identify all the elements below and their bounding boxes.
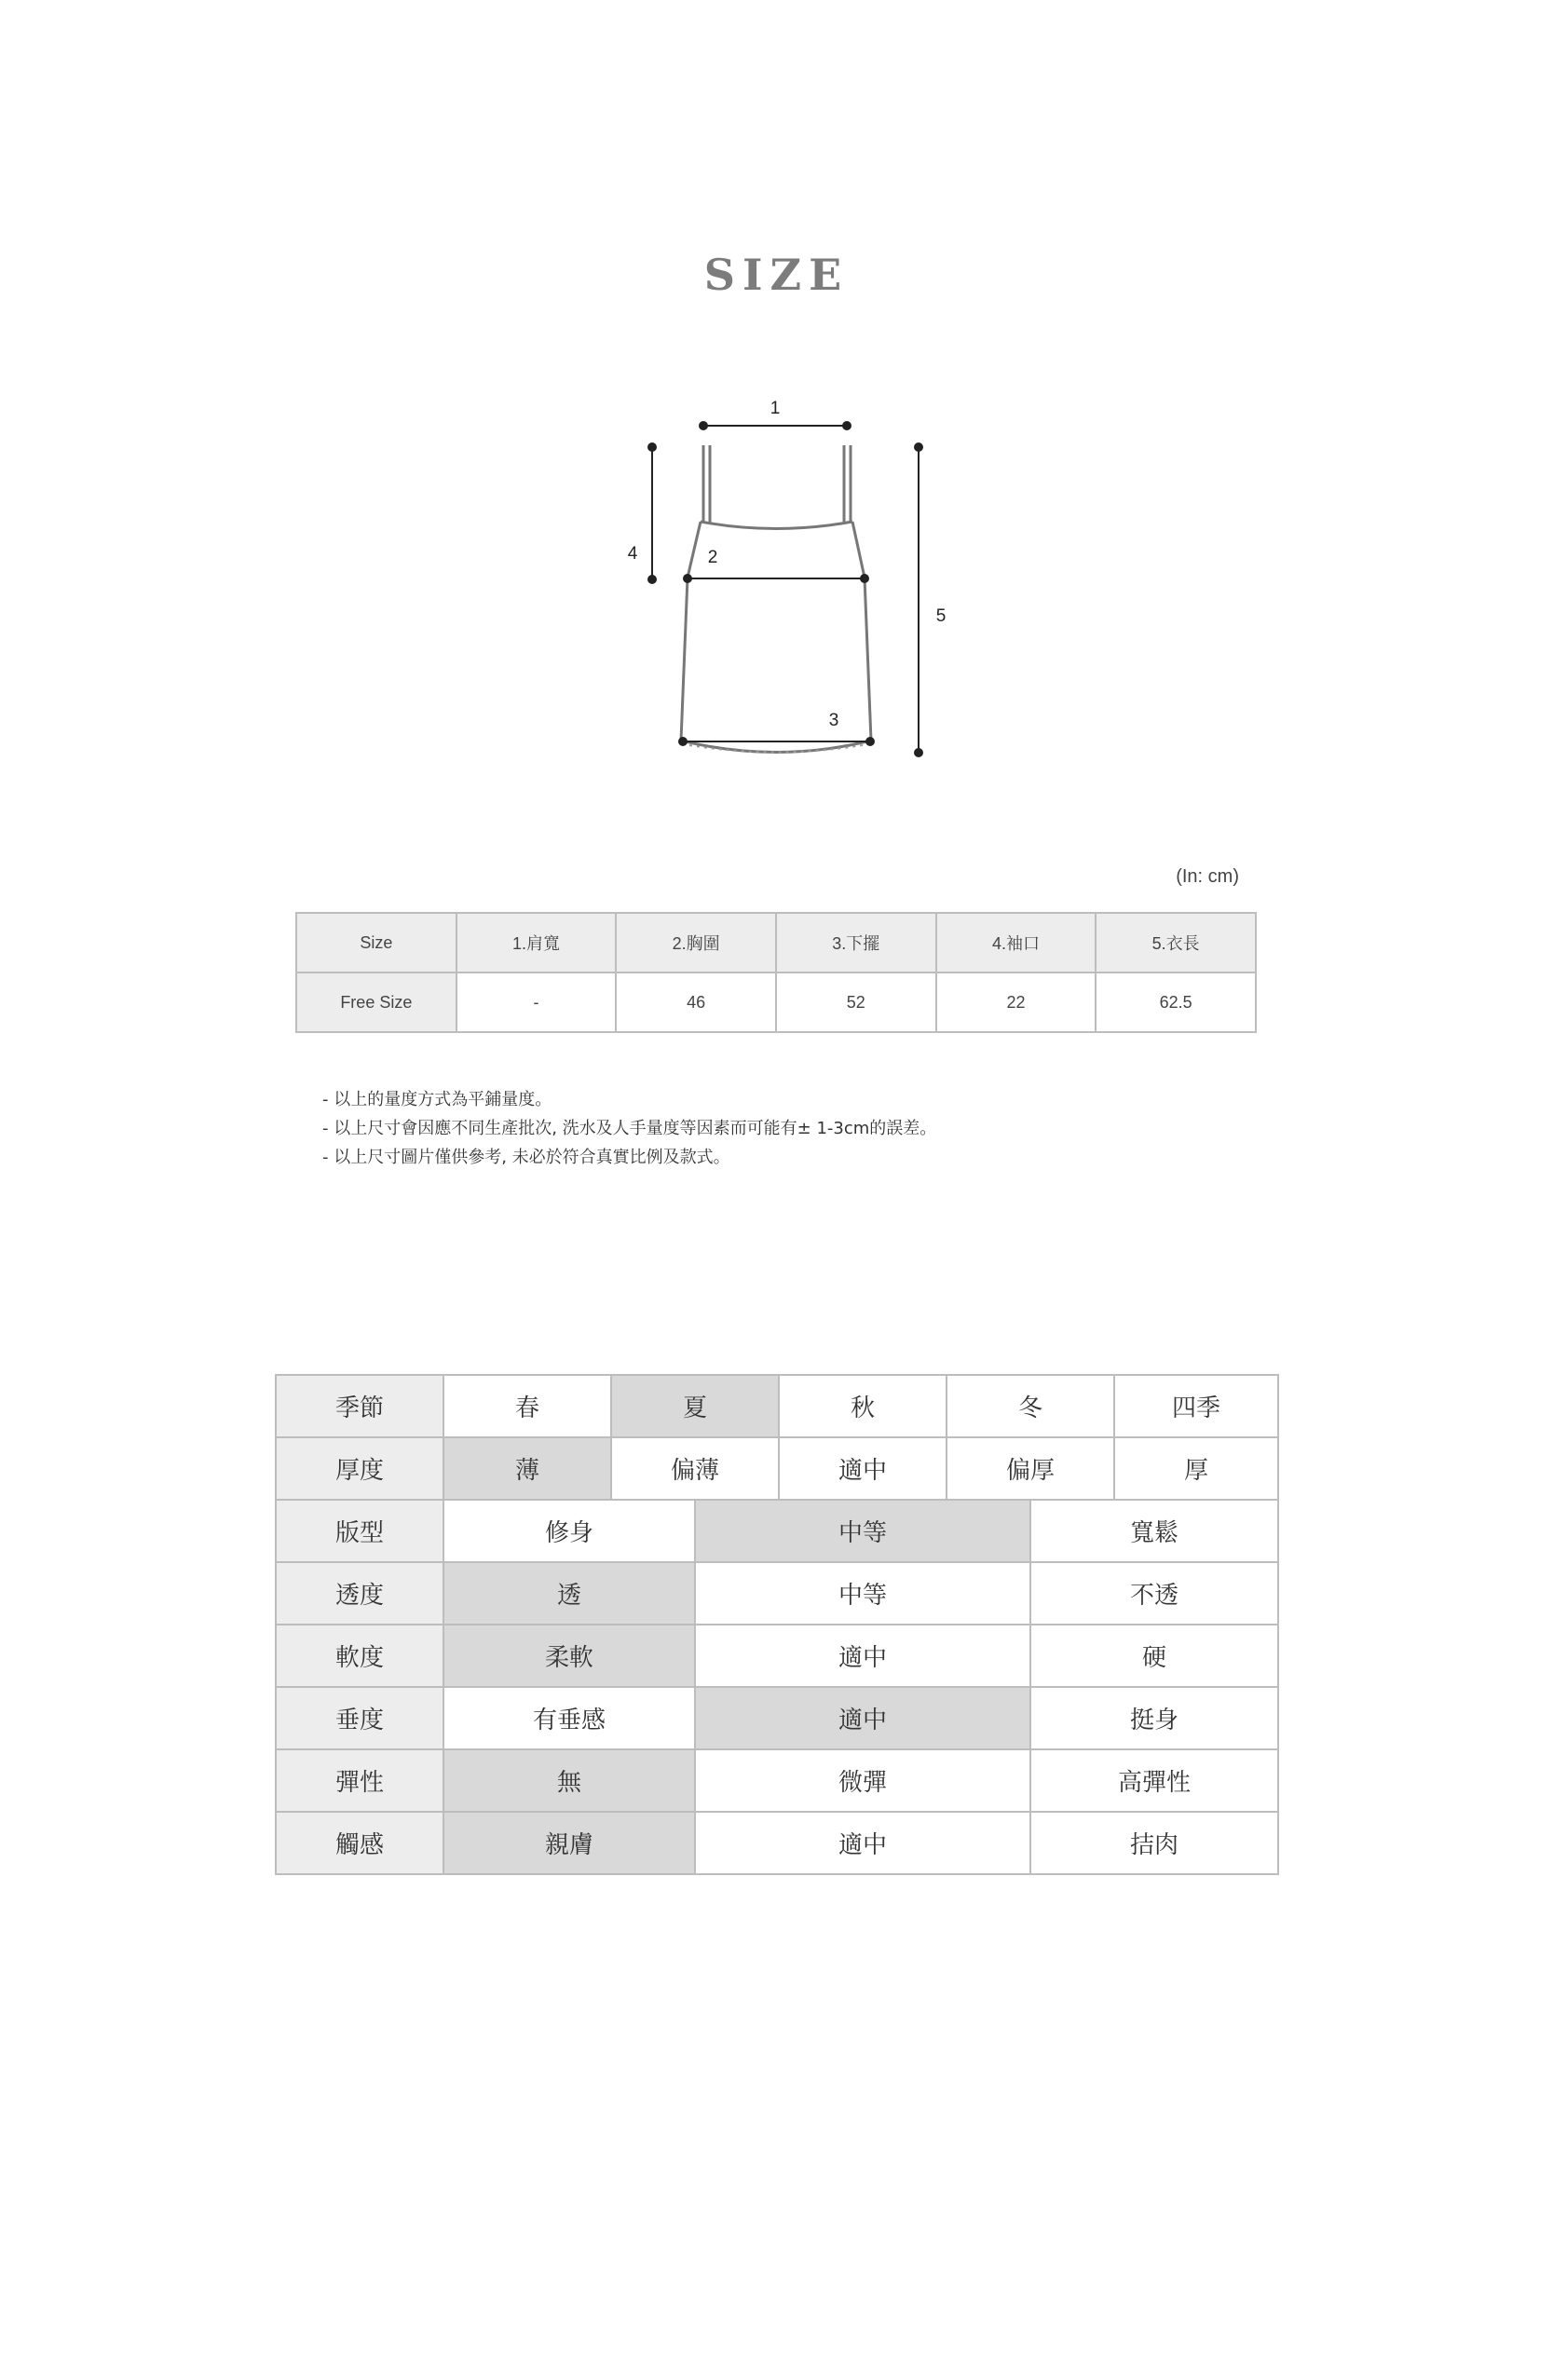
measure-dot: [700, 422, 707, 429]
attr-option: 偏厚: [947, 1437, 1114, 1500]
attr-label: 觸感: [276, 1812, 443, 1874]
attr-row-drape: [276, 1687, 1278, 1749]
measure-label-2: 2: [707, 548, 718, 567]
page-title: SIZE: [703, 250, 850, 300]
measure-dot: [684, 575, 691, 582]
attr-label: 垂度: [276, 1687, 443, 1749]
size-header-cell: 1.肩寬: [456, 913, 617, 972]
attr-option: 修身: [443, 1500, 695, 1562]
attr-row-elasticity: [276, 1749, 1278, 1812]
attr-option: 適中: [779, 1437, 947, 1500]
size-header-cell: 3.下擺: [776, 913, 936, 972]
size-table-header-row: [296, 913, 1256, 972]
measure-dot: [915, 749, 922, 756]
attr-option: 適中: [695, 1625, 1030, 1687]
size-cell: 52: [776, 972, 936, 1032]
measure-dot: [915, 443, 922, 451]
measure-label-1: 1: [770, 399, 781, 418]
size-cell: 22: [936, 972, 1097, 1032]
size-row-label: Free Size: [296, 972, 456, 1032]
size-header-cell: Size: [296, 913, 456, 972]
attr-row-fit: [276, 1500, 1278, 1562]
measure-label-5: 5: [935, 606, 947, 626]
attr-option: 硬: [1030, 1625, 1278, 1687]
attr-option: 春: [443, 1375, 611, 1437]
attr-option: 挺身: [1030, 1687, 1278, 1749]
attr-row-season: [276, 1375, 1278, 1437]
attr-label: 版型: [276, 1500, 443, 1562]
fabric-attribute-table: [275, 1374, 1279, 1875]
note-line: - 以上尺寸會因應不同生產批次, 洗水及人手量度等因素而可能有± 1-3cm的誤差。: [322, 1119, 937, 1138]
attr-option-selected: 夏: [611, 1375, 779, 1437]
attr-label: 厚度: [276, 1437, 443, 1500]
attr-option-selected: 柔軟: [443, 1625, 695, 1687]
attr-label: 軟度: [276, 1625, 443, 1687]
measure-dot: [648, 576, 656, 583]
attr-option: 微彈: [695, 1749, 1030, 1812]
attr-label: 透度: [276, 1562, 443, 1625]
size-cell: 46: [616, 972, 776, 1032]
measure-label-4: 4: [627, 544, 638, 564]
measure-dot: [861, 575, 868, 582]
attr-option: 寬鬆: [1030, 1500, 1278, 1562]
measure-label-3: 3: [828, 711, 839, 730]
attr-option-selected: 親膚: [443, 1812, 695, 1874]
size-table: [295, 912, 1257, 1033]
left-side: [681, 522, 701, 741]
unit-note: (In: cm): [1176, 866, 1239, 887]
size-cell: -: [456, 972, 617, 1032]
attr-option: 中等: [695, 1562, 1030, 1625]
right-side: [852, 522, 871, 741]
attr-option: 有垂感: [443, 1687, 695, 1749]
note-line: - 以上的量度方式為平鋪量度。: [322, 1090, 552, 1109]
attr-row-softness: [276, 1625, 1278, 1687]
attr-option: 四季: [1114, 1375, 1278, 1437]
measure-dot: [843, 422, 851, 429]
attr-option: 厚: [1114, 1437, 1278, 1500]
attr-label: 季節: [276, 1375, 443, 1437]
attr-label: 彈性: [276, 1749, 443, 1812]
neckline: [701, 522, 852, 529]
measure-dot: [866, 738, 874, 745]
attr-option: 拮肉: [1030, 1812, 1278, 1874]
size-header-cell: 4.袖口: [936, 913, 1097, 972]
attr-option-selected: 無: [443, 1749, 695, 1812]
size-cell: 62.5: [1096, 972, 1256, 1032]
attr-option-selected: 適中: [695, 1687, 1030, 1749]
size-header-cell: 5.衣長: [1096, 913, 1256, 972]
attr-option-selected: 透: [443, 1562, 695, 1625]
measure-dot: [679, 738, 687, 745]
attr-option: 適中: [695, 1812, 1030, 1874]
attr-option: 偏薄: [611, 1437, 779, 1500]
measurement-notes: [322, 1085, 936, 1172]
note-line: - 以上尺寸圖片僅供參考, 未必於符合真實比例及款式。: [322, 1148, 730, 1167]
attr-option-selected: 中等: [695, 1500, 1030, 1562]
attr-option: 秋: [779, 1375, 947, 1437]
attr-row-thickness: [276, 1437, 1278, 1500]
attr-row-touch: [276, 1812, 1278, 1874]
size-table-row: [296, 972, 1256, 1032]
attr-option: 高彈性: [1030, 1749, 1278, 1812]
attr-option: 不透: [1030, 1562, 1278, 1625]
attr-row-transparency: [276, 1562, 1278, 1625]
attr-option: 冬: [947, 1375, 1114, 1437]
measure-dot: [648, 443, 656, 451]
size-header-cell: 2.胸圍: [616, 913, 776, 972]
attr-option-selected: 薄: [443, 1437, 611, 1500]
garment-diagram: [0, 0, 1553, 838]
